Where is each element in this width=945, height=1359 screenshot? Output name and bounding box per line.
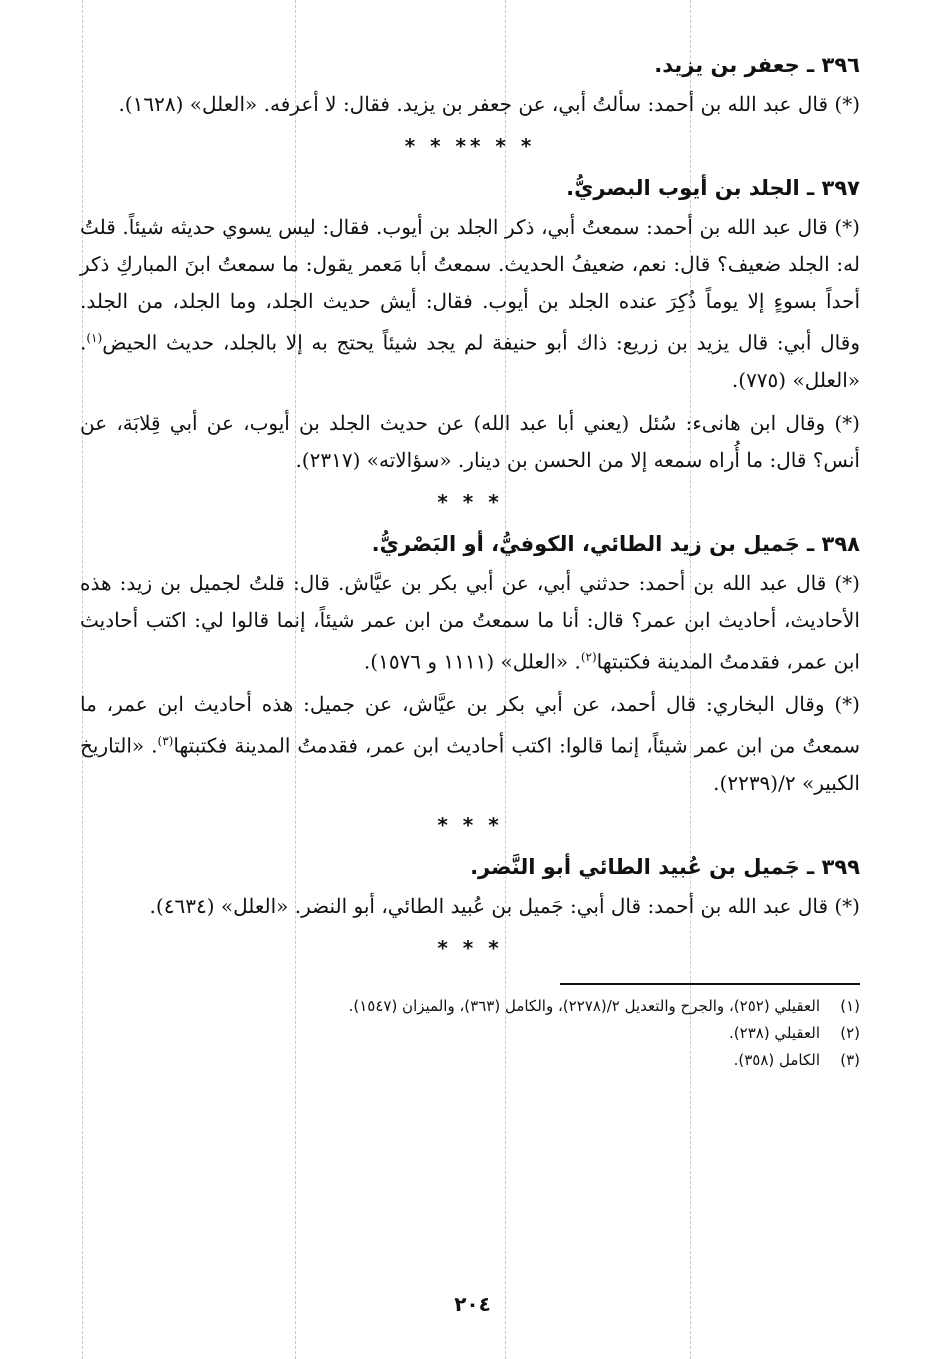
entry-paragraph: (*) قال عبد الله بن أحمد: سألتُ أبي، عن جعفر بن يزيد. فقال: لا أعرفه. «العلل» (١٦٢٨). [118,92,860,116]
entry-title: ٣٩٦ ـ جعفر بن يزيد. [654,53,860,77]
section-separator: * * * [437,812,503,837]
footnote-item [80,1047,860,1074]
footnote-item [80,1020,860,1047]
footnotes [80,993,860,1074]
footnote-text: الكامل (٣٥٨). [733,1050,820,1069]
footnote-divider [560,983,860,985]
paragraph-citation: . «العلل» (١١١١ و ١٥٧٦). [363,649,581,674]
entry-title: ٣٩٩ ـ جَميل بن عُبيد الطائي أبو النَّضر. [470,854,860,879]
entry-398 [80,527,860,802]
entry-paragraph [80,209,860,399]
entry-396 [80,48,860,123]
paragraph-text: (*) وقال البخاري: قال أحمد، عن أبي بكر بن عيَّاش، عن جميل: هذه أحاديث ابن عمر، ما سمعتُ من ابن عمر شيئاً، إنما قالوا: اكتب أحاديث ابن عمر، فقدمتُ المدينة فكتبتها [80,692,860,758]
footnote-text: العقيلي (٢٣٨). [729,1023,820,1042]
footnote-ref[interactable]: (٣) [157,734,174,749]
page-number: ٢٠٤ [454,1292,491,1316]
entry-paragraph: (*) قال عبد الله بن أحمد: قال أبي: جَميل بن عُبيد الطائي، أبو النضر. «العلل» (٤٦٣٤). [149,893,860,918]
entry-397 [80,171,860,479]
footnote-ref[interactable]: (١) [86,331,103,345]
paragraph-text: (*) قال عبد الله بن أحمد: حدثني أبي، عن أبي بكر بن عيَّاش. قال: قلتُ لجميل بن زيد: هذه الأحاديث، أحاديث ابن عمر؟ قال: أنا ما سمعتُ من ابن عمر شيئاً، إنما قالوا لي: اكتب أحاديث ابن عمر، فقدمتُ المدينة فكتبتها [80,570,860,674]
entry-paragraph: (*) وقال ابن هانىء: سُئل (يعني أبا عبد الله) عن حديث الجلد بن أيوب، عن أبي قِلابَة، عن أنس؟ قال: ما أُراه سمعه إلا من الحسن بن دينار. «سؤالاته» (٢٣١٧). [80,410,860,472]
entry-title: ٣٩٧ ـ الجلد بن أيوب البصريُّ. [566,176,860,200]
footnote-ref[interactable]: (٢) [580,649,597,664]
entry-paragraph [80,686,860,802]
entry-title: ٣٩٨ ـ جَميل بن زيد الطائي، الكوفيُّ، أو البَصْريُّ. [371,531,860,556]
entry-399 [80,850,860,925]
footnote-text: العقيلي (٢٥٢)، والجرح والتعديل ٢/(٢٢٧٨)، والكامل (٣٦٣)، والميزان (١٥٤٧). [348,996,820,1015]
footnote-number: (١) [840,996,860,1015]
footnote-number: (٢) [840,1023,860,1042]
section-separator: * * * [437,935,503,960]
section-separator: * * ** * * [404,134,536,158]
paragraph-text: (*) قال عبد الله بن أحمد: سمعتُ أبي، ذكر الجلد بن أيوب. فقال: ليس يسوي حديثه شيئاً. قلتُ له: الجلد ضعيف؟ قال: نعم، ضعيفُ الحديث. سمعتُ أبا مَعمر يقول: ما سمعتُ ابنَ المباركِ ذكر أحداً بسوءٍ إلا يوماً ذُكِرَ عنده الجلد بن أيوب. فقال: أيش حديث الجلد، وما الجلد، من الجلد. وقال أبي: قال يزيد بن زريع: ذاك أبو حنيفة لم يجد شيئاً يحتج به إلا بالجلد، حديث الحيض [80,215,860,355]
section-separator: * * * [437,489,503,514]
paragraph-citation: . «العلل» (٧٧٥). [80,330,860,392]
paragraph-citation: . «التاريخ الكبير» ٢/(٢٢٣٩). [80,733,860,795]
page-body [80,48,860,1338]
footnote-item [80,993,860,1020]
footnote-number: (٣) [840,1050,860,1069]
entry-paragraph [80,565,860,681]
